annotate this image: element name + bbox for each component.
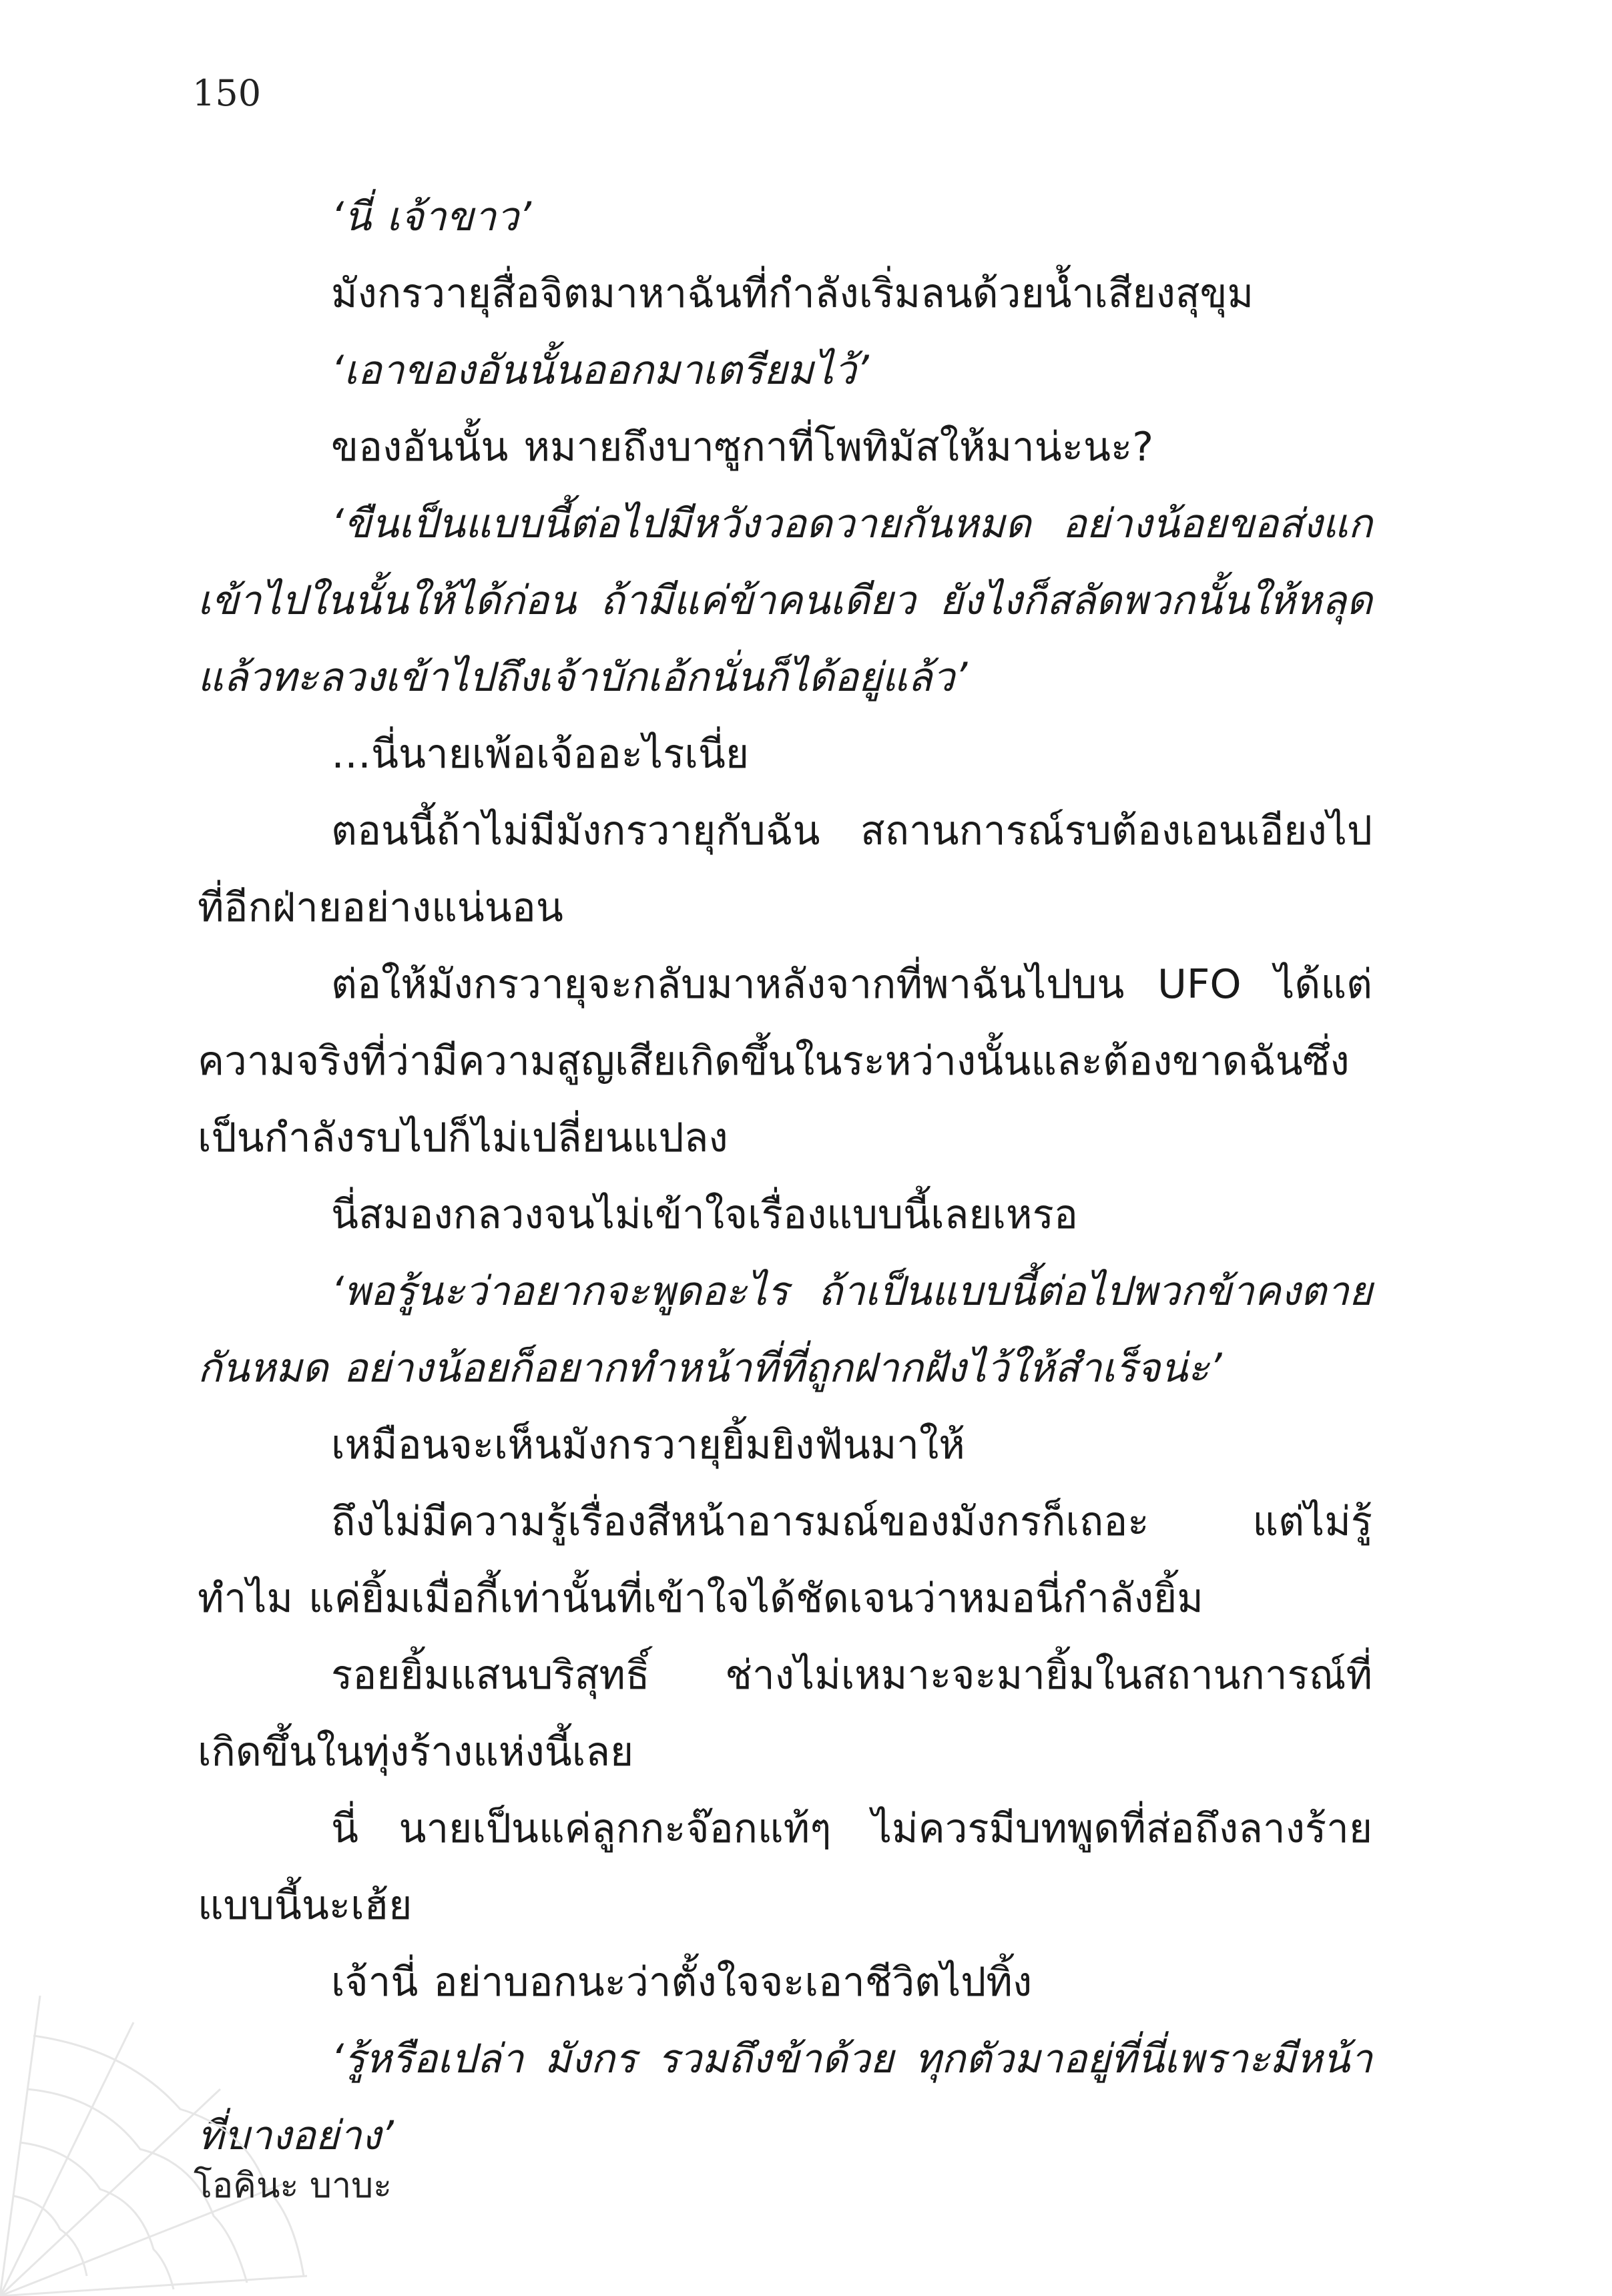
body-text (198, 179, 1372, 2175)
paragraph: รอยยิ้มแสนบริสุทธิ์ ช่างไม่เหมาะจะมายิ้มในสถานการณ์ที่เกิดขึ้นในทุ่งร้างแห่งนี้เลย (198, 1652, 1372, 1775)
paragraph: เจ้านี่ อย่าบอกนะว่าตั้งใจจะเอาชีวิตไปทิ้ง (331, 1959, 1033, 2006)
book-title-footer: โอคินะ บาบะ (194, 2166, 392, 2206)
cobweb-decoration-icon (0, 1996, 307, 2296)
page-number: 150 (192, 72, 262, 114)
paragraph: เหมือนจะเห็นมังกรวายุยิ้มยิงฟันมาให้ (331, 1422, 965, 1468)
paragraph: ตอนนี้ถ้าไม่มีมังกรวายุกับฉัน สถานการณ์รบต้องเอนเอียงไปที่อีกฝ่ายอย่างแน่นอน (198, 808, 1372, 931)
paragraph: …นี่นายเพ้อเจ้ออะไรเนี่ย (331, 731, 750, 778)
paragraph: ‘นี่ เจ้าขาว’ (331, 194, 531, 240)
paragraph: ต่อให้มังกรวายุจะกลับมาหลังจากที่พาฉันไปบน UFO ได้แต่ความจริงที่ว่ามีความสูญเสียเกิดขึ้นในระหว่างนั้นและต้องขาดฉันซึ่งเป็นกำลังรบไปก็ไม่เปลี่ยนแปลง (198, 961, 1372, 1161)
paragraph: ‘เอาของอันนั้นออกมาเตรียมไว้’ (331, 347, 869, 394)
paragraph: ถึงไม่มีความรู้เรื่องสีหน้าอารมณ์ของมังกรก็เถอะ แต่ไม่รู้ทำไม แค่ยิ้มเมื่อกี้เท่านั้นที่เข้าใจได้ชัดเจนว่าหมอนี่กำลังยิ้ม (198, 1498, 1372, 1622)
paragraph: ‘ขืนเป็นแบบนี้ต่อไปมีหวังวอดวายกันหมด อย่างน้อยขอส่งแกเข้าไปในนั้นให้ได้ก่อน ถ้ามีแค่ข้าคนเดียว ยังไงก็สลัดพวกนั้นให้หลุดแล้วทะลวงเข้าไปถึงเจ้าบักเอ้กนั่นก็ได้อยู่แล้ว’ (198, 501, 1372, 701)
paragraph: ของอันนั้น หมายถึงบาซูกาที่โพทิมัสให้มาน่ะนะ? (331, 424, 1154, 471)
paragraph: ‘รู้หรือเปล่า มังกร รวมถึงข้าด้วย ทุกตัวมาอยู่ที่นี่เพราะมีหน้าที่บางอย่าง’ (198, 2036, 1372, 2159)
paragraph: มังกรวายุสื่อจิตมาหาฉันที่กำลังเริ่มลนด้วยน้ำเสียงสุขุม (331, 270, 1254, 317)
paragraph: นี่ นายเป็นแค่ลูกกะจ๊อกแท้ๆ ไม่ควรมีบทพูดที่ส่อถึงลางร้ายแบบนี้นะเฮ้ย (198, 1805, 1372, 1929)
paragraph: นี่สมองกลวงจนไม่เข้าใจเรื่องแบบนี้เลยเหรอ (331, 1191, 1078, 1238)
paragraph: ‘พอรู้นะว่าอยากจะพูดอะไร ถ้าเป็นแบบนี้ต่อไปพวกข้าคงตายกันหมด อย่างน้อยก็อยากทำหน้าที่ที่ถูกฝากฝังไว้ให้สำเร็จน่ะ’ (198, 1268, 1372, 1392)
